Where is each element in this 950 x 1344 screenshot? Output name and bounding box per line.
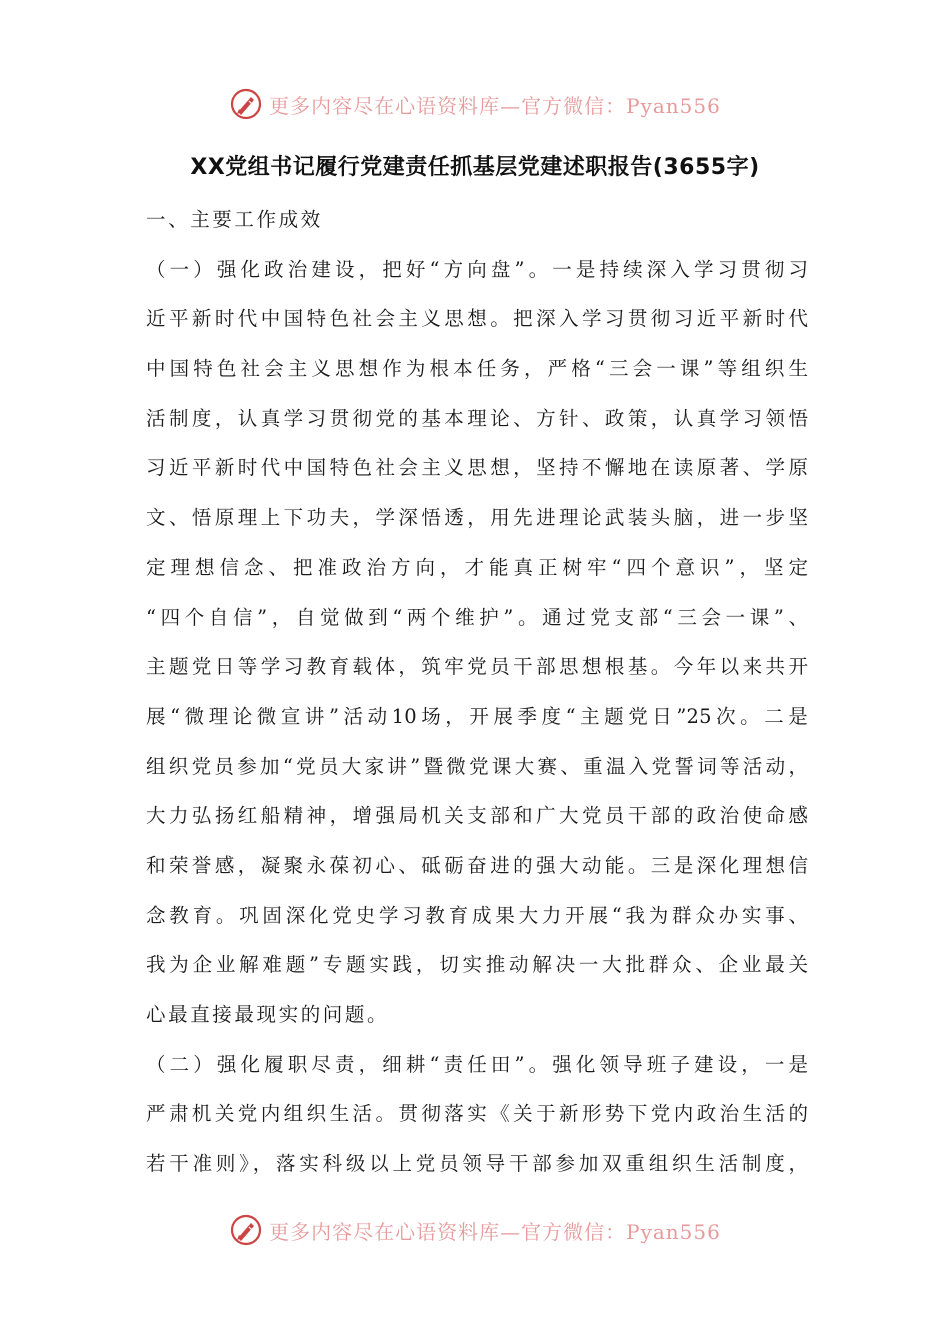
pen-logo-icon [229, 1213, 263, 1247]
paragraph-line: （一）强化政治建设，把好“方向盘”。一是持续深入学习贯彻习 [146, 257, 808, 281]
paragraph-line: 若干准则》，落实科级以上党员领导干部参加双重组织生活制度， [146, 1152, 808, 1176]
watermark-text: 更多内容尽在心语资料库—官方微信：Pyan556 [269, 1219, 721, 1244]
paragraph-line: 我为企业解难题”专题实践，切实推动解决一大批群众、企业最关 [146, 953, 808, 977]
paragraph-line: 展“微理论微宣讲”活动10场，开展季度“主题党日”25次。二是 [146, 704, 808, 728]
paragraph-line: 主题党日等学习教育载体，筑牢党员干部思想根基。今年以来共开 [146, 655, 808, 679]
paragraph-line: 定理想信念、把准政治方向，才能真正树牢“四个意识”，坚定 [146, 555, 808, 579]
document-title: XX党组书记履行党建责任抓基层党建述职报告(3655字) [190, 155, 760, 180]
paragraph-line: 活制度，认真学习贯彻党的基本理论、方针、政策，认真学习领悟 [146, 406, 808, 430]
paragraph-line: “四个自信”，自觉做到“两个维护”。通过党支部“三会一课”、 [146, 605, 808, 629]
paragraph-line: 大力弘扬红船精神，增强局机关支部和广大党员干部的政治使命感 [146, 804, 808, 828]
paragraph-line: 和荣誉感，凝聚永葆初心、砥砺奋进的强大动能。三是深化理想信 [146, 853, 808, 877]
paragraph-line: 近平新时代中国特色社会主义思想。把深入学习贯彻习近平新时代 [146, 307, 808, 331]
watermark-text: 更多内容尽在心语资料库—官方微信：Pyan556 [269, 93, 721, 118]
paragraph-line: 严肃机关党内组织生活。贯彻落实《关于新形势下党内政治生活的 [146, 1102, 808, 1126]
paragraph-line: 习近平新时代中国特色社会主义思想，坚持不懈地在读原著、学原 [146, 456, 808, 480]
paragraph-line: 心最直接最现实的问题。 [146, 1003, 390, 1026]
document-body [146, 195, 808, 1189]
paragraph-line: （二）强化履职尽责，细耕“责任田”。强化领导班子建设，一是 [146, 1052, 808, 1076]
paragraph-line: 文、悟原理上下功夫，学深悟透，用先进理论武装头脑，进一步坚 [146, 506, 808, 530]
header-watermark-banner [0, 84, 950, 124]
section-heading: 一、主要工作成效 [146, 208, 323, 231]
paragraph-line: 念教育。巩固深化党史学习教育成果大力开展“我为群众办实事、 [146, 903, 808, 927]
paragraph-line: 组织党员参加“党员大家讲”暨微党课大赛、重温入党誓词等活动， [146, 754, 808, 778]
footer-watermark-banner [0, 1210, 950, 1250]
paragraph-line: 中国特色社会主义思想作为根本任务，严格“三会一课”等组织生 [146, 357, 808, 381]
pen-logo-icon [229, 87, 263, 121]
